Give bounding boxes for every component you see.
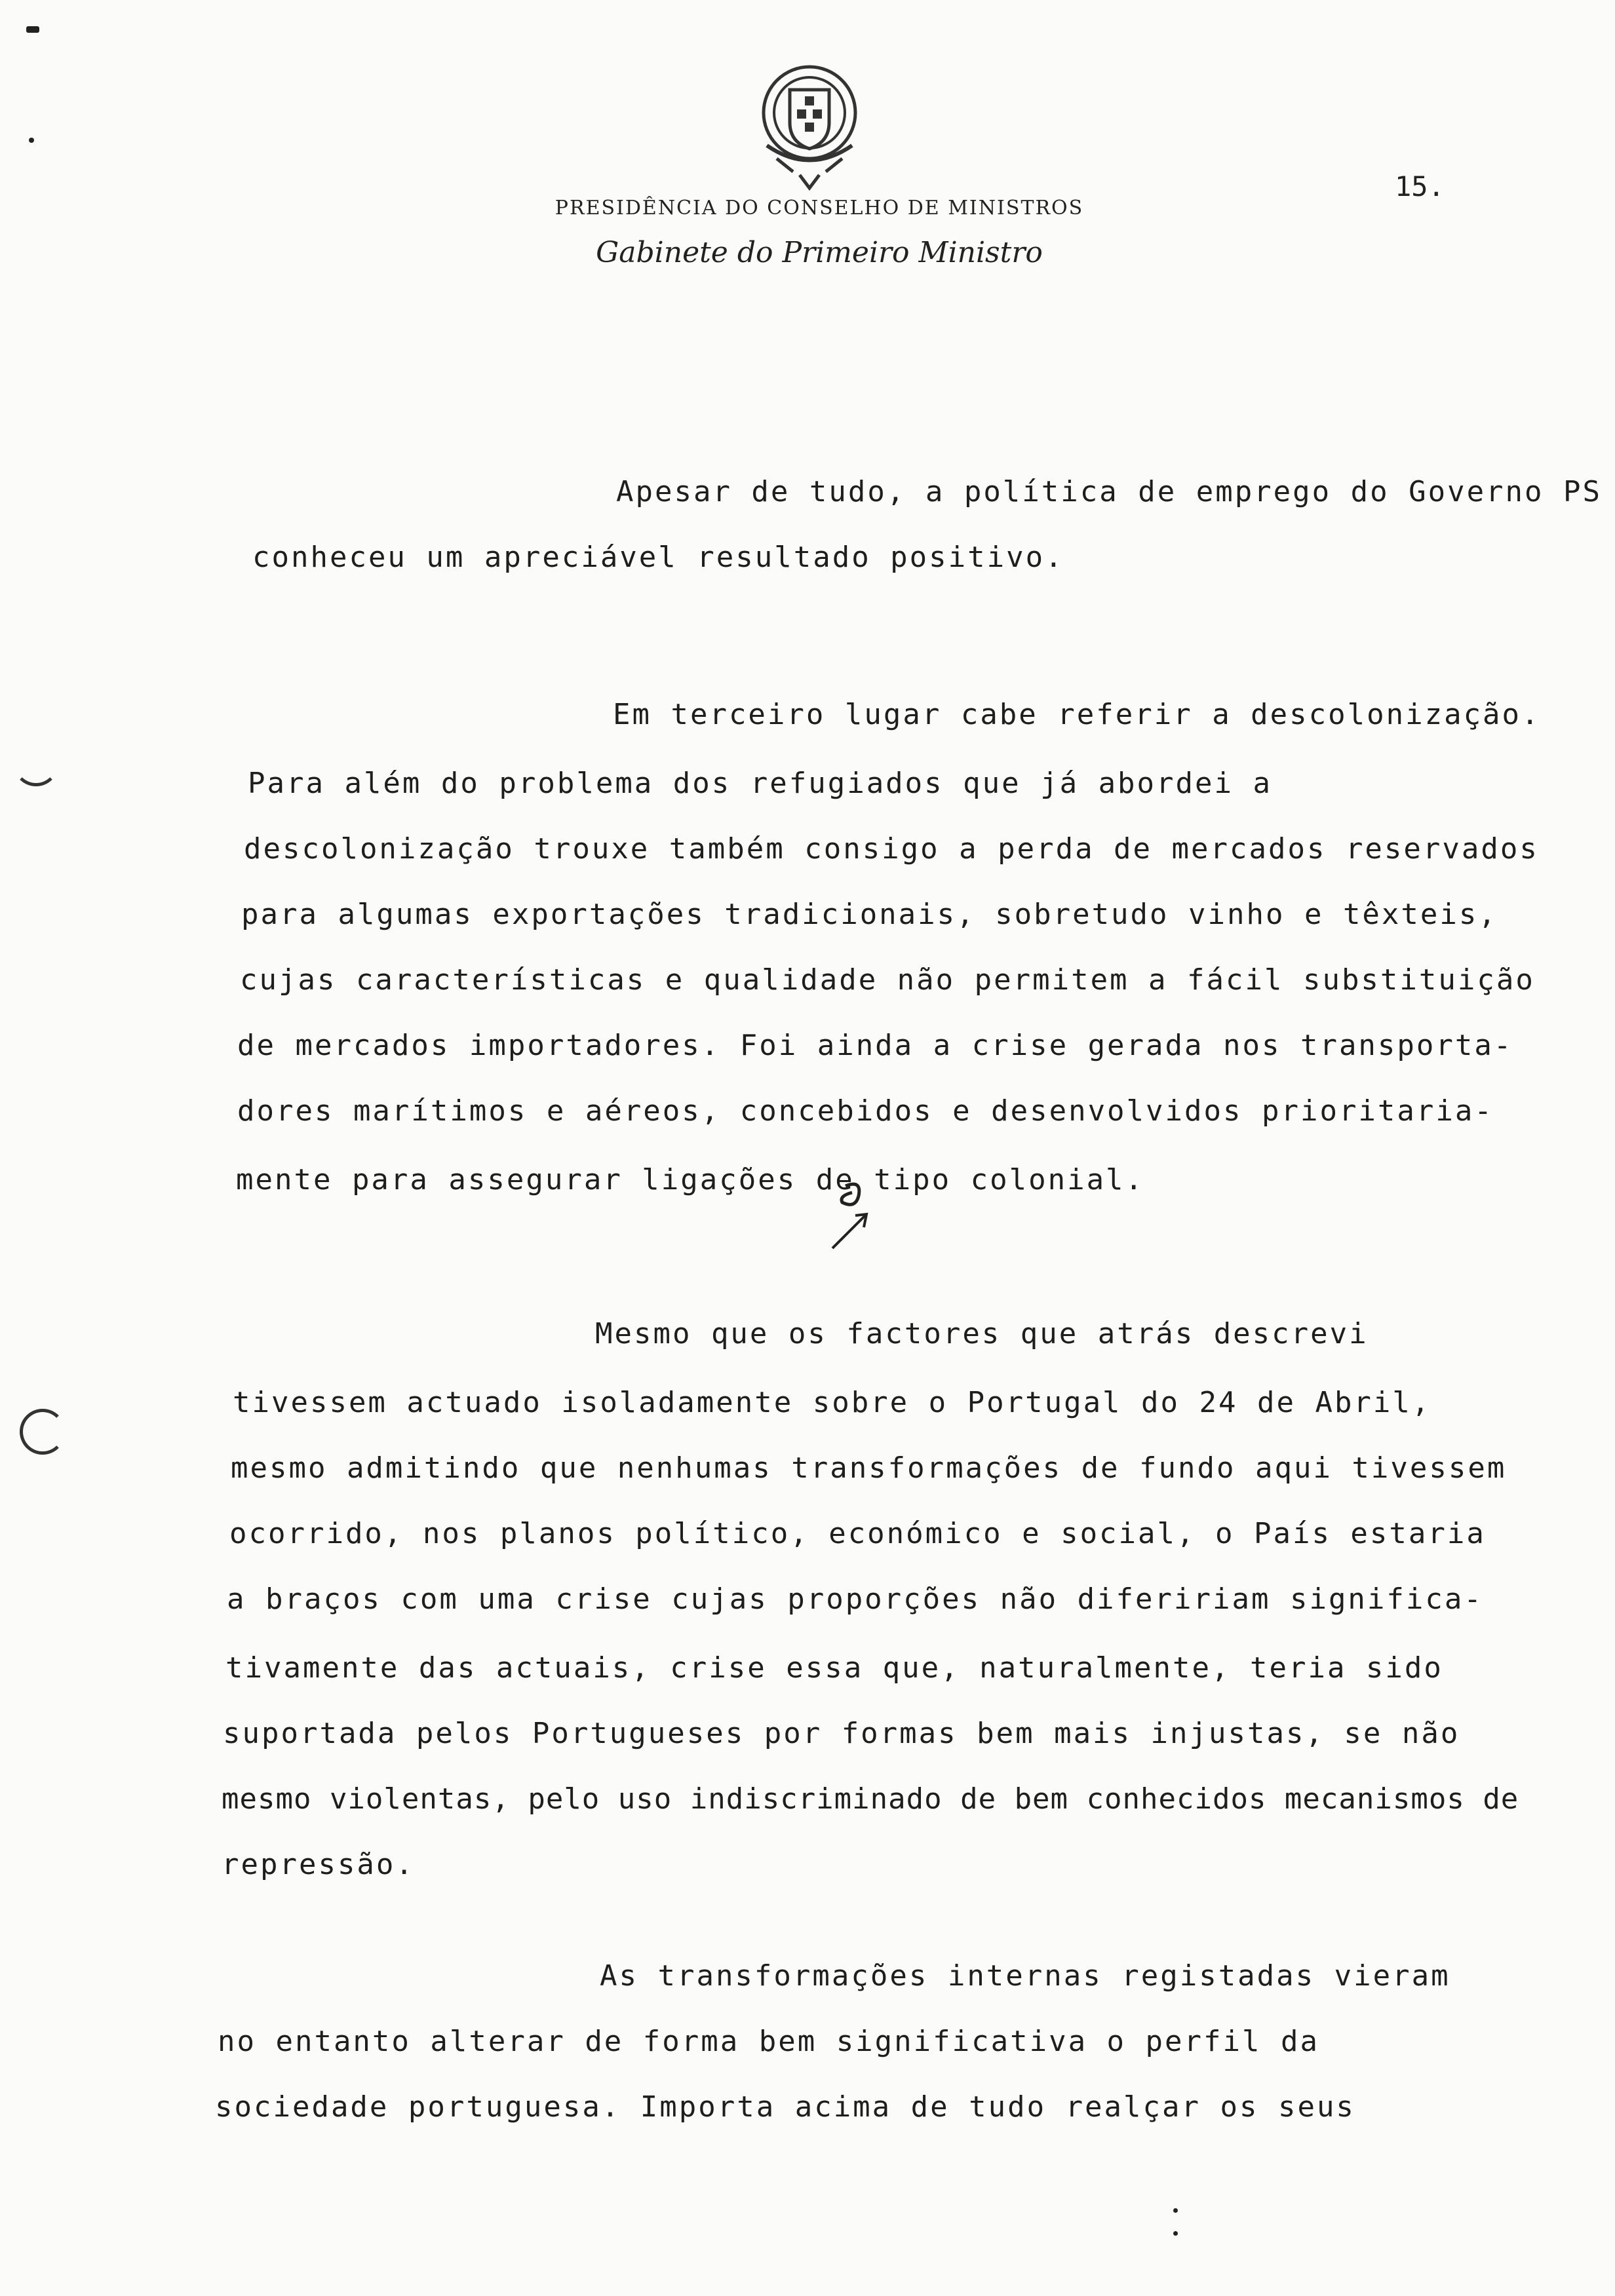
text-line: no entanto alterar de forma bem significativa o perfil da xyxy=(218,2025,1319,2058)
margin-dot xyxy=(1173,2208,1178,2213)
text-line: para algumas exportações tradicionais, sobretudo vinho e têxteis, xyxy=(241,898,1498,931)
text-line: Apesar de tudo, a política de emprego do Governo PS xyxy=(616,475,1603,508)
text-line: Para além do problema dos refugiados que já abordei a xyxy=(248,767,1272,800)
margin-dot xyxy=(29,138,34,143)
text-line: mente para assegurar ligações de tipo colonial. xyxy=(236,1163,1145,1196)
text-line: Mesmo que os factores que atrás descrevi xyxy=(595,1317,1369,1350)
margin-dash xyxy=(26,26,39,33)
text-line: tivamente das actuais, crise essa que, naturalmente, teria sido xyxy=(225,1651,1443,1685)
text-line: suportada pelos Portugueses por formas bem mais injustas, se não xyxy=(223,1717,1460,1750)
text-line: repressão. xyxy=(222,1848,415,1881)
text-line: conheceu um apreciável resultado positivo. xyxy=(252,541,1064,574)
punch-hole-mark xyxy=(13,740,59,786)
letterhead-title: PRESIDÊNCIA DO CONSELHO DE MINISTROS xyxy=(555,197,1084,220)
punch-hole-mark xyxy=(20,1409,66,1455)
text-line: dores marítimos e aéreos, concebidos e desenvolvidos prioritaria- xyxy=(237,1094,1494,1128)
text-line: sociedade portuguesa. Importa acima de tudo realçar os seus xyxy=(215,2090,1355,2124)
text-line: de mercados importadores. Foi ainda a crise gerada nos transporta- xyxy=(237,1029,1513,1062)
text-line: tivessem actuado isoladamente sobre o Portugal do 24 de Abril, xyxy=(233,1386,1431,1419)
text-line: As transformações internas registadas vieram xyxy=(600,1959,1450,1993)
text-line: Em terceiro lugar cabe referir a descolonização. xyxy=(613,698,1541,731)
text-line: mesmo violentas, pelo uso indiscriminado de bem conhecidos mecanismos de xyxy=(222,1782,1519,1816)
letterhead-subtitle: Gabinete do Primeiro Ministro xyxy=(596,236,1043,269)
text-line: descolonização trouxe também consigo a perda de mercados reservados xyxy=(244,832,1539,866)
page-number: 15. xyxy=(1395,170,1445,202)
text-line: mesmo admitindo que nenhumas transformações de fundo aqui tivessem xyxy=(231,1451,1507,1485)
text-line: cujas características e qualidade não permitem a fácil substituição xyxy=(240,963,1535,997)
text-line: ocorrido, nos planos político, económico e social, o País estaria xyxy=(229,1517,1486,1550)
text-line: a braços com uma crise cujas proporções não difeririam significa- xyxy=(227,1582,1483,1616)
handwritten-correction-mark xyxy=(826,1176,885,1255)
margin-dot xyxy=(1173,2231,1178,2236)
coat-of-arms-icon xyxy=(754,60,865,191)
